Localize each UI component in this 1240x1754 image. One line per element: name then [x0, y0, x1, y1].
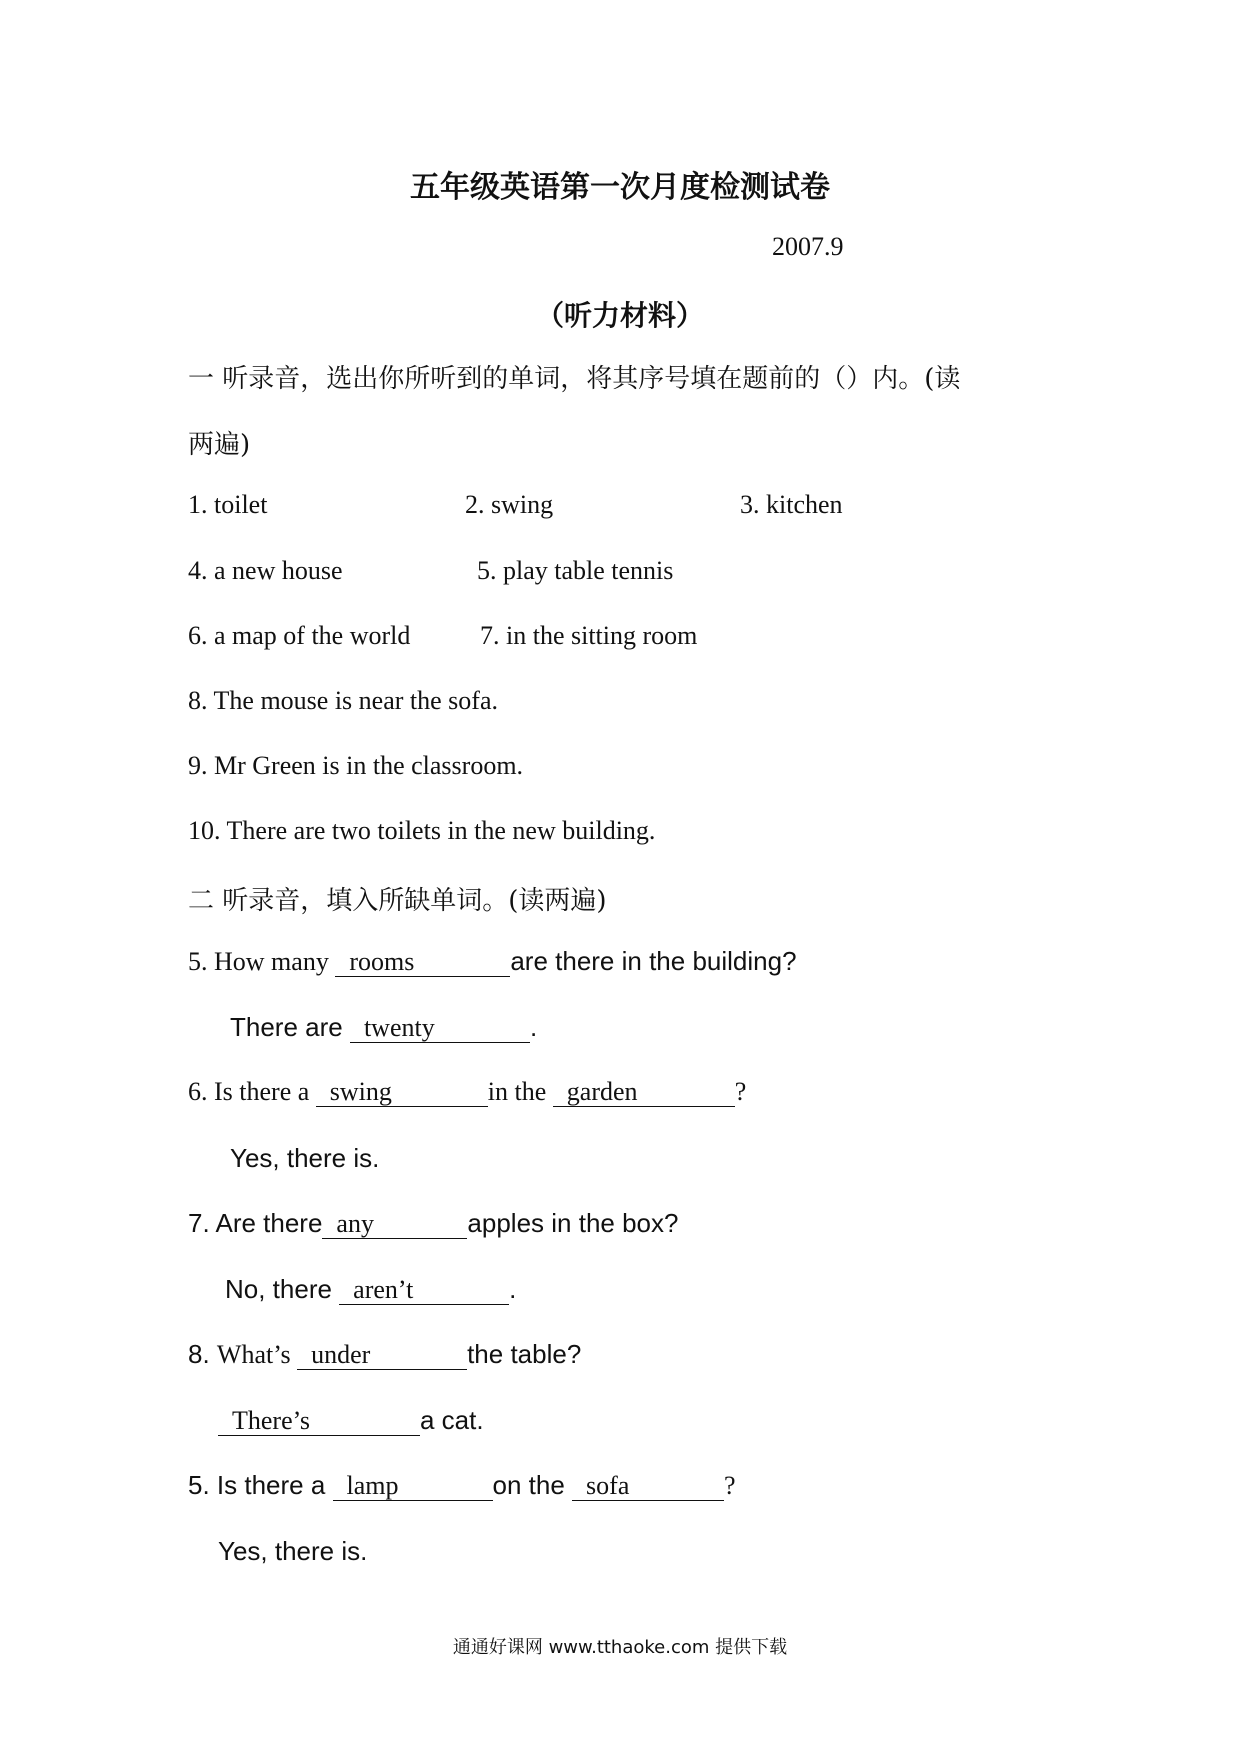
page-footer: 通通好课网 www.tthaoke.com 提供下载 — [452, 1637, 788, 1658]
listening-item-6: 6. a map of the world — [188, 621, 411, 650]
listening-item-8: 8. The mouse is near the sofa. — [188, 686, 498, 715]
answer-text: . — [529, 1012, 538, 1042]
answer-blank: swing — [316, 1078, 488, 1107]
exam-date: 2007.9 — [772, 232, 844, 261]
page-subtitle: （听力材料） — [535, 299, 704, 332]
listening-item-1: 1. toilet — [188, 490, 268, 519]
answer-blank: garden — [553, 1078, 735, 1107]
listening-item-10: 10. There are two toilets in the new building. — [188, 816, 656, 845]
question-text: What’s — [216, 1340, 298, 1369]
fill-question-1 — [188, 946, 797, 977]
question-text: are there in the building? — [510, 946, 797, 976]
question-text: 5. How many — [188, 947, 336, 976]
question-text: the table? — [467, 1339, 582, 1369]
question-text: 6. Is there a — [188, 1077, 316, 1106]
question-text: ? — [734, 1077, 747, 1106]
fill-question-5 — [188, 1470, 736, 1501]
answer-blank: under — [297, 1341, 467, 1370]
question-text: ? — [724, 1471, 736, 1500]
listening-item-2: 2. swing — [465, 490, 554, 519]
question-text: apples in the box? — [467, 1208, 679, 1238]
question-text: 7. Are there — [188, 1208, 323, 1238]
answer-text: There are — [230, 1012, 350, 1042]
fill-question-3 — [188, 1208, 678, 1239]
answer-blank: sofa — [572, 1472, 724, 1501]
question-text: on the — [492, 1470, 573, 1500]
fill-question-2 — [188, 1077, 746, 1107]
fill-answer-3 — [225, 1274, 516, 1305]
question-text: in the — [487, 1077, 553, 1106]
listening-item-5: 5. play table tennis — [477, 556, 674, 585]
answer-text: a cat. — [420, 1405, 484, 1435]
answer-blank: aren’t — [339, 1276, 509, 1305]
listening-item-3: 3. kitchen — [740, 490, 843, 519]
page-title: 五年级英语第一次月度检测试卷 — [410, 170, 830, 205]
fill-question-4 — [188, 1339, 581, 1370]
fill-answer-2: Yes, there is. — [230, 1143, 380, 1173]
section1-heading-line2: 两遍) — [188, 430, 251, 460]
listening-item-7: 7. in the sitting room — [480, 621, 698, 650]
answer-text: No, there — [225, 1274, 340, 1304]
fill-answer-1 — [230, 1012, 537, 1043]
question-text: 5. Is there a — [188, 1470, 333, 1500]
fill-answer-4 — [218, 1405, 484, 1436]
answer-blank: There’s — [218, 1407, 420, 1436]
answer-blank: twenty — [350, 1014, 530, 1043]
answer-blank: lamp — [333, 1472, 493, 1501]
listening-item-9: 9. Mr Green is in the classroom. — [188, 751, 524, 780]
section1-heading-line1: 一 听录音，选出你所听到的单词，将其序号填在题前的（）内。(读 — [188, 364, 961, 394]
question-number: 8. — [188, 1339, 217, 1369]
answer-blank: rooms — [335, 948, 510, 977]
section2-heading: 二 听录音，填入所缺单词。(读两遍) — [188, 886, 607, 916]
answer-text: . — [509, 1274, 517, 1304]
listening-item-4: 4. a new house — [188, 556, 343, 585]
fill-answer-5: Yes, there is. — [218, 1536, 368, 1566]
answer-blank: any — [322, 1210, 467, 1239]
